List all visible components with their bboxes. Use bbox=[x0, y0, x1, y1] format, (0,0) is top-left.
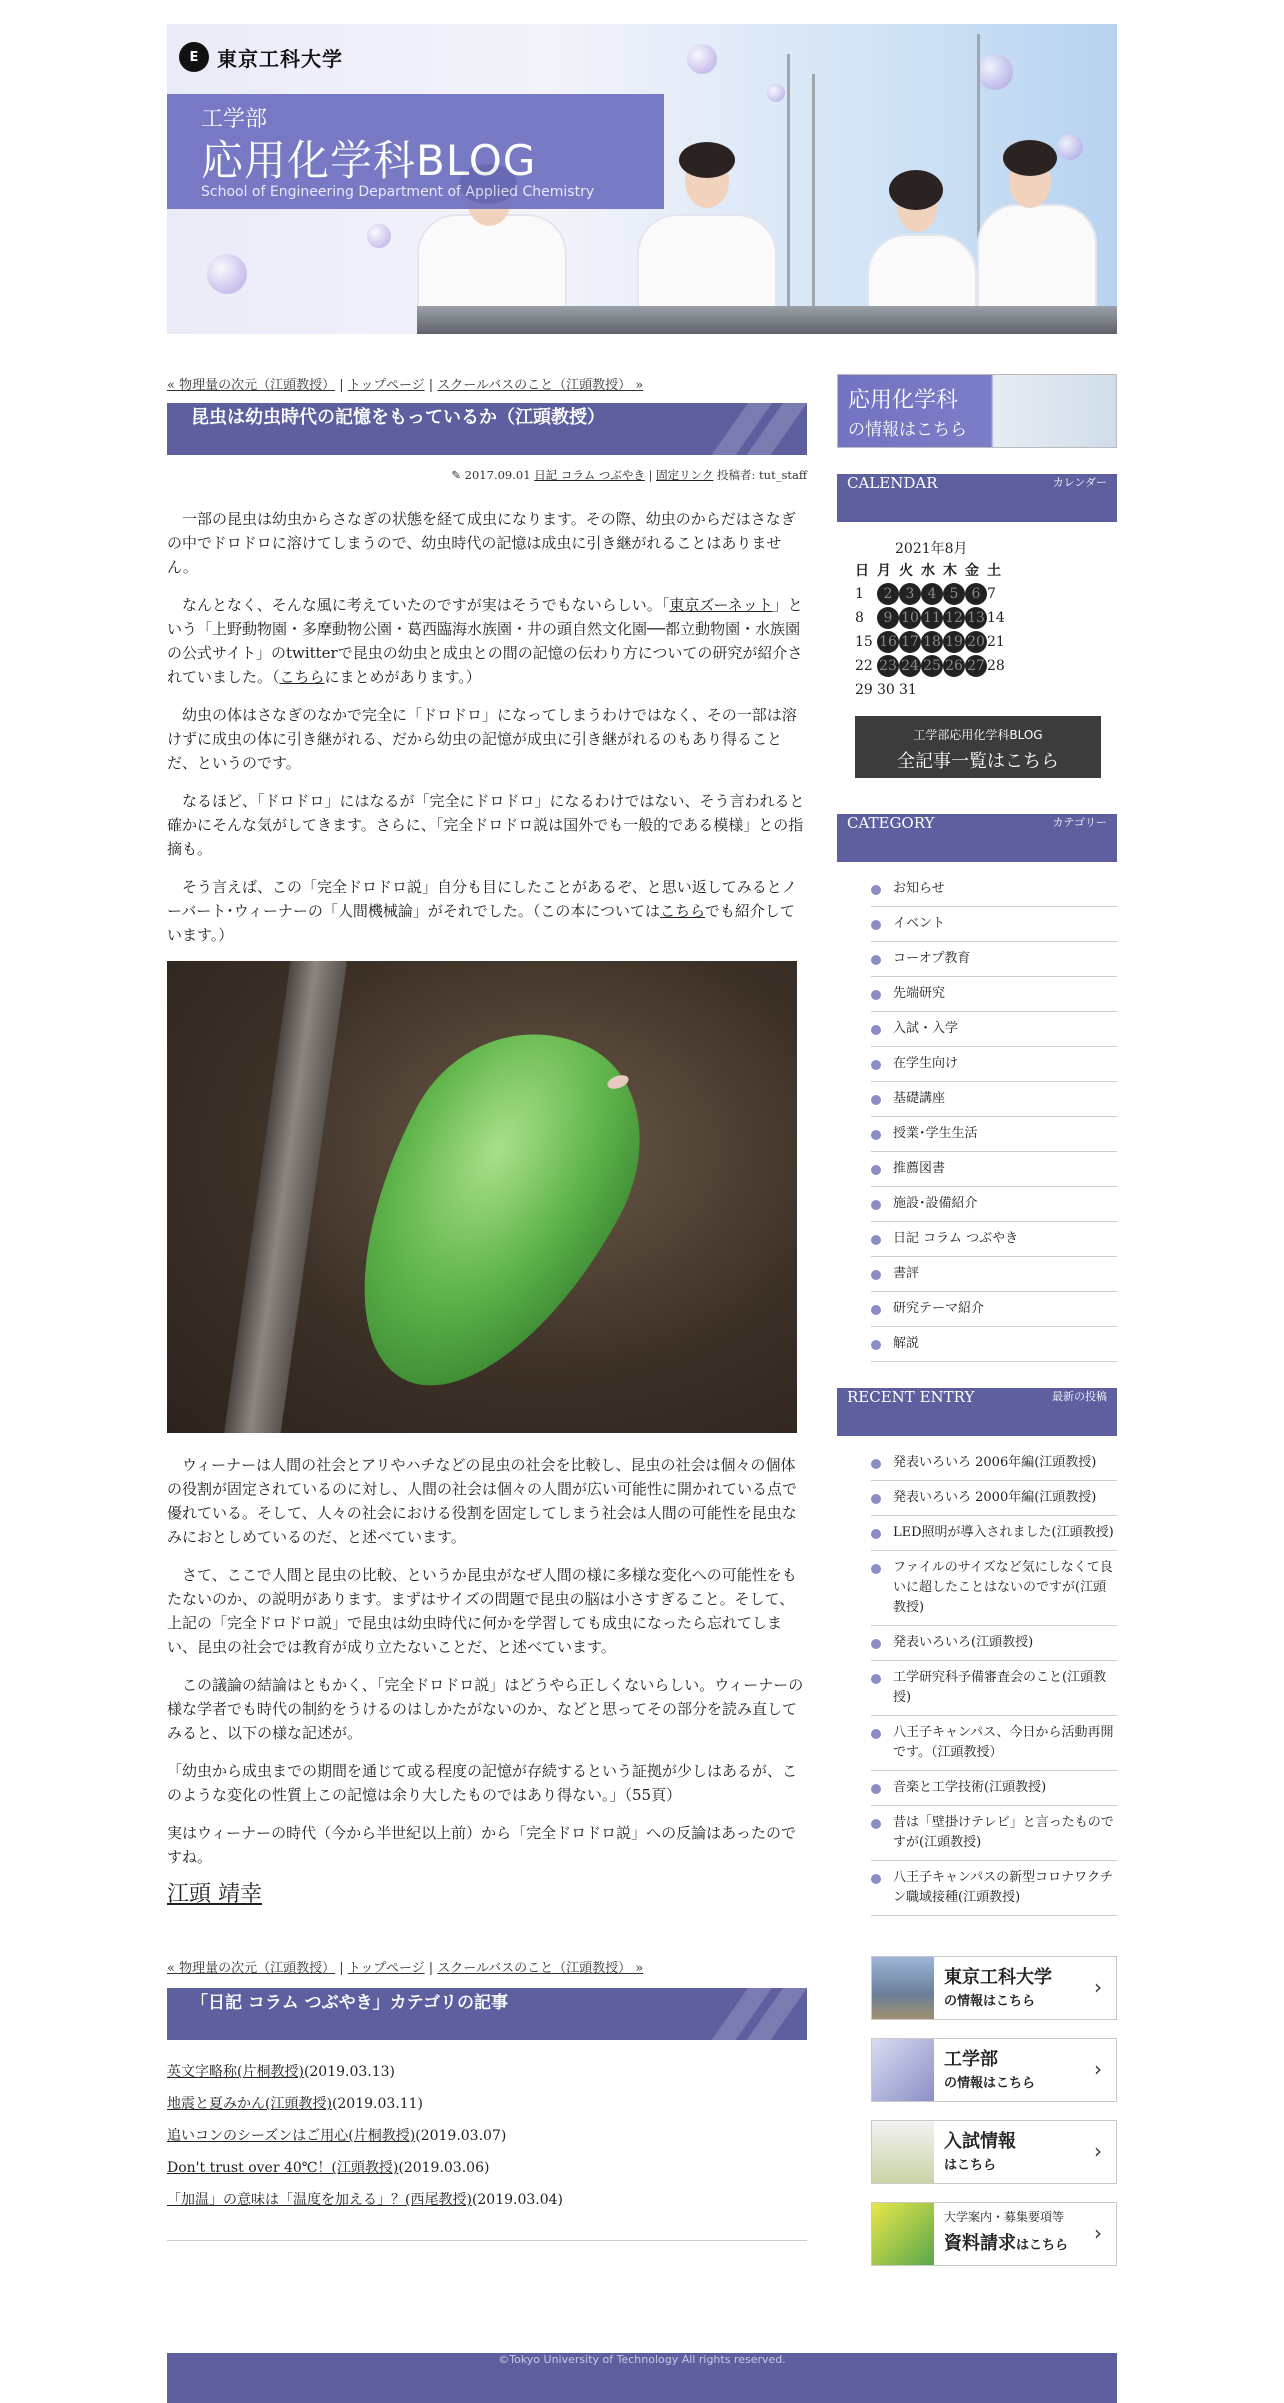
divider bbox=[167, 2240, 807, 2241]
recent-entry-item[interactable]: 八王子キャンパスの新型コロナワクチン職域接種(江頭教授) bbox=[871, 1861, 1117, 1916]
post-category-link[interactable]: 日記 コラム つぶやき bbox=[534, 468, 645, 482]
post-paragraph: 実はウィーナーの時代（今から半世紀以上前）から「完全ドロドロ説」への反論はあったのですね。 bbox=[167, 1824, 796, 1866]
post-paragraph: なるほど、「ドロドロ」にはなるが「完全にドロドロ」になるわけではない、そう言われると確かにそんな気がしてきます。さらに、「完全ドロドロ説は国外でも一般的である模様」との指摘も。 bbox=[167, 792, 805, 858]
related-posts-list bbox=[167, 2056, 807, 2216]
calendar-day[interactable]: 18 bbox=[921, 631, 943, 653]
brochure-request-card[interactable]: 大学案内・募集要項等 資料請求はこちら › bbox=[871, 2202, 1117, 2266]
recent-entry-item[interactable]: 工学研究科予備審査会のこと(江頭教授) bbox=[871, 1661, 1117, 1716]
related-post-item: 英文字略称(片桐教授)(2019.03.13) bbox=[167, 2064, 396, 2080]
calendar-day[interactable]: 2 bbox=[877, 583, 899, 605]
related-post-item: Don't trust over 40℃！(江頭教授)(2019.03.06) bbox=[167, 2160, 490, 2176]
category-item[interactable]: 研究テーマ紹介 bbox=[871, 1292, 1117, 1327]
calendar-caption: 2021年8月 bbox=[895, 541, 968, 557]
post-body bbox=[167, 507, 807, 1907]
poster-name: tut_staff bbox=[759, 468, 807, 482]
post-paragraph: 一部の昆虫は幼虫からさなぎの状態を経て成虫になります。その際、幼虫のからだはさなぎの中でドロドロに溶けてしまうので、幼虫時代の記憶は成虫に引き継がれることはありません。 bbox=[167, 510, 796, 576]
category-item[interactable]: 解説 bbox=[871, 1327, 1117, 1362]
calendar-day[interactable]: 19 bbox=[943, 631, 965, 653]
post-paragraph: 幼虫の体はさなぎのなかで完全に「ドロドロ」になってしまうわけではなく、その一部は溶けずに成虫の体に引き継がれる、だから幼虫の記憶が成虫に引き継がれるのもあり得ることだ、というのです。 bbox=[167, 706, 797, 772]
recent-entry-header bbox=[837, 1388, 1117, 1436]
prev-post-link[interactable]: « 物理量の次元（江頭教授） bbox=[167, 1961, 336, 1976]
poster-label: 投稿者: bbox=[717, 468, 756, 482]
chevron-right-icon: › bbox=[1094, 2139, 1102, 2163]
pager-separator: | bbox=[428, 1961, 434, 1976]
pencil-icon: ✎ bbox=[451, 468, 462, 482]
faculty-label: 工学部 bbox=[201, 107, 268, 132]
book-intro-link[interactable]: こちら bbox=[660, 902, 705, 920]
all-posts-small: 工学部応用化学科BLOG bbox=[913, 728, 1043, 742]
post-paragraph: ウィーナーは人間の社会とアリやハチなどの昆虫の社会を比較し、昆虫の社会は個々の個体の役割が固定されているのに対し、人間の社会は個々の人間が広い可能性に開かれている点で優れている。そして、人々の社会における役割を固定してしまう社会は人間の可能性を昆虫なみにおとしめているのだ、と述べています。 bbox=[167, 1456, 798, 1546]
related-post-link[interactable]: 英文字略称(片桐教授) bbox=[167, 2064, 304, 2080]
recent-entry-item[interactable]: 昔は「壁掛けテレビ」と言ったものですが(江頭教授) bbox=[871, 1806, 1117, 1861]
category-header bbox=[837, 814, 1117, 862]
chevron-right-icon: › bbox=[1094, 2221, 1102, 2245]
calendar-sublabel: カレンダー bbox=[1052, 476, 1107, 489]
related-posts-title: 「日記 コラム つぶやき」カテゴリの記事 bbox=[191, 1993, 508, 2013]
related-post-link[interactable]: 追いコンのシーズンはご用心(片桐教授) bbox=[167, 2128, 416, 2144]
all-posts-button[interactable] bbox=[855, 716, 1101, 778]
category-item[interactable]: お知らせ bbox=[871, 872, 1117, 907]
pager-separator: | bbox=[428, 378, 434, 393]
recent-entry-item[interactable]: ファイルのサイズなど気にしなくて良いに超したことはないのですが(江頭教授) bbox=[871, 1551, 1117, 1626]
university-info-card[interactable]: 東京工科大学 の情報はこちら › bbox=[871, 1956, 1117, 2020]
calendar-header bbox=[837, 474, 1117, 522]
post-date: 2017.09.01 bbox=[464, 468, 531, 482]
calendar-label: CALENDAR bbox=[847, 474, 938, 492]
recent-sublabel: 最新の投稿 bbox=[1052, 1390, 1107, 1403]
category-sublabel: カテゴリー bbox=[1052, 816, 1107, 829]
related-post-item: 「加温」の意味は「温度を加える」？(西尾教授)(2019.03.04) bbox=[167, 2192, 564, 2208]
chrysalis-photo bbox=[167, 961, 797, 1433]
next-post-link[interactable]: スクールバスのこと（江頭教授） » bbox=[437, 1961, 644, 1976]
meta-separator: | bbox=[648, 468, 653, 482]
post-title: 昆虫は幼虫時代の記憶をもっているか（江頭教授） bbox=[191, 407, 605, 428]
sidebar bbox=[837, 374, 1117, 2284]
calendar-day[interactable]: 5 bbox=[943, 583, 965, 605]
post-paragraph: なんとなく、そんな風に考えていたのですが実はそうでもないらしい。「東京ズーネット」という「上野動物園・多摩動物公園・葛西臨海水族園・井の頭自然文化園──都立動物園・水族園の公式サイト」のtwitterで昆虫の幼虫と成虫との間の記憶の伝わり方についての研究が紹介されていました。（こちらにまとめがあります。） bbox=[167, 596, 803, 686]
category-item[interactable]: 日記 コラム つぶやき bbox=[871, 1222, 1117, 1257]
category-item[interactable]: 書評 bbox=[871, 1257, 1117, 1292]
logo-text: 東京工科大学 bbox=[217, 46, 343, 71]
calendar-day[interactable]: 24 bbox=[899, 655, 921, 677]
calendar-day[interactable]: 3 bbox=[899, 583, 921, 605]
post-title-bar bbox=[167, 403, 807, 455]
related-posts-bar bbox=[167, 1988, 807, 2040]
summary-link[interactable]: こちら bbox=[279, 668, 325, 686]
category-item[interactable]: 推薦図書 bbox=[871, 1152, 1117, 1187]
category-item[interactable]: 基礎講座 bbox=[871, 1082, 1117, 1117]
pager-separator: | bbox=[339, 378, 344, 393]
blog-title-box[interactable] bbox=[167, 94, 664, 209]
category-item[interactable]: 入試・入学 bbox=[871, 1012, 1117, 1047]
post-paragraph: そう言えば、この「完全ドロドロ説」自分も目にしたことがあるぞ、と思い返してみるとノーバート･ウィーナーの「人間機械論」がそれでした。（この本についてはこちらでも紹介しています。） bbox=[167, 878, 797, 944]
quote-paragraph: 「幼虫から成虫までの期間を通じて或る程度の記憶が存続するという証拠が少しはあるが、このような変化の性質上この記憶は余り大したものではあり得ない。」（55頁） bbox=[167, 1762, 798, 1804]
recent-entry-item[interactable]: 音楽と工学技術(江頭教授) bbox=[871, 1771, 1117, 1806]
banner-line-2: の情報はこちら bbox=[848, 420, 967, 440]
category-item[interactable]: 先端研究 bbox=[871, 977, 1117, 1012]
logo-mark-icon: E bbox=[179, 42, 209, 72]
calendar-day[interactable]: 25 bbox=[921, 655, 943, 677]
permalink-link[interactable]: 固定リンク bbox=[656, 468, 714, 482]
banner-line-1: 応用化学科 bbox=[848, 388, 959, 413]
calendar-day[interactable]: 20 bbox=[965, 631, 987, 653]
main-column bbox=[167, 374, 807, 2241]
post-meta bbox=[167, 467, 807, 483]
calendar-day[interactable]: 9 bbox=[877, 607, 899, 629]
calendar-day[interactable]: 13 bbox=[965, 607, 987, 629]
recent-entry-item[interactable]: 発表いろいろ(江頭教授) bbox=[871, 1626, 1117, 1661]
category-item[interactable]: イベント bbox=[871, 907, 1117, 942]
category-label: CATEGORY bbox=[847, 814, 935, 832]
all-posts-large: 全記事一覧はこちら bbox=[897, 751, 1059, 772]
calendar-day[interactable]: 17 bbox=[899, 631, 921, 653]
top-page-link[interactable]: トップページ bbox=[347, 1961, 425, 1976]
calendar-day[interactable]: 4 bbox=[921, 583, 943, 605]
prev-post-link[interactable]: « 物理量の次元（江頭教授） bbox=[167, 378, 336, 393]
blog-title: 応用化学科BLOG bbox=[201, 136, 537, 185]
calendar-day[interactable]: 12 bbox=[943, 607, 965, 629]
recent-entry-item[interactable]: 発表いろいろ 2006年編(江頭教授) bbox=[871, 1446, 1117, 1481]
calendar-day[interactable]: 27 bbox=[965, 655, 987, 677]
category-item[interactable]: 在学生向け bbox=[871, 1047, 1117, 1082]
post-paragraph: さて、ここで人間と昆虫の比較、というか昆虫がなぜ人間の様に多様な変化への可能性をもたないのか、の説明があります。まずはサイズの問題で昆虫の脳は小さすぎること。そして、上記の「完全ドロドロ説」で昆虫は幼虫時代に何かを学習しても成虫になったら忘れてしまい、昆虫の社会では教育が成り立たないことだ、と述べています。 bbox=[167, 1566, 797, 1656]
link-cards bbox=[871, 1956, 1117, 2266]
calendar-day[interactable]: 10 bbox=[899, 607, 921, 629]
related-post-link[interactable]: 「加温」の意味は「温度を加える」？(西尾教授) bbox=[167, 2192, 472, 2208]
calendar-day[interactable]: 11 bbox=[921, 607, 943, 629]
university-logo[interactable] bbox=[179, 42, 343, 72]
blog-title-english: School of Engineering Department of Applied Chemistry bbox=[201, 184, 595, 200]
related-post-item: 追いコンのシーズンはご用心(片桐教授)(2019.03.07) bbox=[167, 2128, 507, 2144]
recent-entry-item[interactable]: LED照明が導入されました(江頭教授) bbox=[871, 1516, 1117, 1551]
recent-entry-list bbox=[871, 1446, 1117, 1916]
chevron-right-icon: › bbox=[1094, 1975, 1102, 1999]
calendar-day[interactable]: 6 bbox=[965, 583, 987, 605]
category-item[interactable]: コーオプ教育 bbox=[871, 942, 1117, 977]
calendar-table: 日 月 火 水 木 金 土 1 2 3 4 5 6 7 8 9 10 11 12 13 14 15 16 17 18 19 20 21 22 23 24 25 26 27 28 29 30 31 bbox=[855, 563, 1005, 698]
header-banner bbox=[167, 24, 1117, 334]
post-paragraph: この議論の結論はともかく、「完全ドロドロ説」はどうやら正しくないらしい。ウィーナーの様な学者でも時代の制約をうけるのはしかたがないのか、などと思ってその部分を読み直してみると、以下の様な記述が。 bbox=[167, 1676, 804, 1742]
admission-info-card[interactable]: 入試情報 はこちら › bbox=[871, 2120, 1117, 2184]
related-post-link[interactable]: Don't trust over 40℃！(江頭教授) bbox=[167, 2160, 399, 2176]
related-post-item: 地震と夏みかん(江頭教授)(2019.03.11) bbox=[167, 2096, 424, 2112]
category-list bbox=[871, 872, 1117, 1362]
calendar bbox=[855, 538, 1117, 702]
footer-copyright: ©Tokyo University of Technology All rights reserved. bbox=[167, 2353, 1117, 2403]
calendar-day[interactable]: 23 bbox=[877, 655, 899, 677]
recent-entry-item[interactable]: 八王子キャンパス、今日から活動再開です。（江頭教授） bbox=[871, 1716, 1117, 1771]
department-info-banner[interactable] bbox=[837, 374, 1117, 448]
next-post-link[interactable]: スクールバスのこと（江頭教授） » bbox=[437, 378, 644, 393]
calendar-day[interactable]: 26 bbox=[943, 655, 965, 677]
recent-label: RECENT ENTRY bbox=[847, 1388, 975, 1406]
category-item[interactable]: 施設･設備紹介 bbox=[871, 1187, 1117, 1222]
pager-separator: | bbox=[339, 1961, 344, 1976]
engineering-info-card[interactable]: 工学部 の情報はこちら › bbox=[871, 2038, 1117, 2102]
recent-entry-item[interactable]: 発表いろいろ 2000年編(江頭教授) bbox=[871, 1481, 1117, 1516]
calendar-day[interactable]: 16 bbox=[877, 631, 899, 653]
post-pager-top bbox=[167, 374, 807, 393]
post-pager-bottom bbox=[167, 1957, 807, 1976]
tokyo-zoonet-link[interactable]: 東京ズーネット bbox=[669, 596, 773, 614]
top-page-link[interactable]: トップページ bbox=[347, 378, 425, 393]
related-post-link[interactable]: 地震と夏みかん(江頭教授) bbox=[167, 2096, 332, 2112]
category-item[interactable]: 授業･学生生活 bbox=[871, 1117, 1117, 1152]
author-link[interactable]: 江頭 靖幸 bbox=[167, 1882, 262, 1907]
chevron-right-icon: › bbox=[1094, 2057, 1102, 2081]
